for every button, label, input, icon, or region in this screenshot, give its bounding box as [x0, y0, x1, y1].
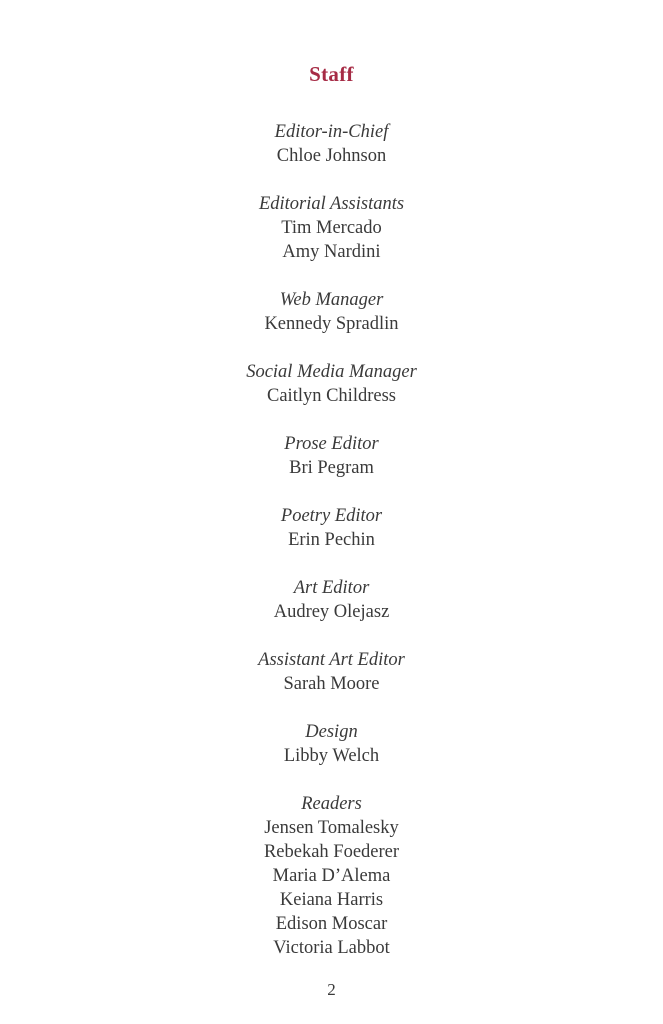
- page-title: Staff: [309, 62, 354, 86]
- role-heading: Readers: [301, 794, 362, 814]
- staff-section-assistant-art-editor: [0, 648, 663, 696]
- staff-section-social-media-manager: [0, 360, 663, 408]
- member-name: Victoria Labbot: [273, 938, 390, 958]
- member-name: Rebekah Foederer: [263, 842, 400, 862]
- member-name: Kennedy Spradlin: [264, 314, 399, 334]
- role-heading: Art Editor: [293, 578, 370, 598]
- member-name: Jensen Tomalesky: [264, 818, 399, 838]
- role-heading: Prose Editor: [284, 434, 379, 454]
- role-heading: Assistant Art Editor: [258, 650, 405, 670]
- member-name: Audrey Olejasz: [273, 602, 390, 622]
- member-name: Amy Nardini: [282, 242, 381, 262]
- role-heading: Poetry Editor: [280, 506, 383, 526]
- role-heading: Social Media Manager: [246, 362, 417, 382]
- member-name: Edison Moscar: [275, 914, 388, 934]
- member-name: Erin Pechin: [288, 530, 375, 550]
- staff-section-web-manager: [0, 288, 663, 336]
- role-heading: Editorial Assistants: [258, 194, 405, 214]
- member-name: Bri Pegram: [289, 458, 374, 478]
- role-heading: Editor-in-Chief: [274, 122, 389, 142]
- member-name: Maria D’Alema: [272, 866, 391, 886]
- staff-section-readers: [0, 792, 663, 960]
- staff-section-editor-in-chief: [0, 120, 663, 168]
- staff-section-art-editor: [0, 576, 663, 624]
- role-heading: Design: [305, 722, 358, 742]
- staff-section-editorial-assistants: [0, 192, 663, 264]
- member-name: Caitlyn Childress: [267, 386, 396, 406]
- page-number: 2: [327, 980, 336, 999]
- role-heading: Web Manager: [279, 290, 384, 310]
- staff-section-design: [0, 720, 663, 768]
- staff-section-poetry-editor: [0, 504, 663, 552]
- member-name: Chloe Johnson: [276, 146, 387, 166]
- member-name: Sarah Moore: [283, 674, 380, 694]
- staff-section-prose-editor: [0, 432, 663, 480]
- member-name: Libby Welch: [283, 746, 380, 766]
- member-name: Tim Mercado: [281, 218, 382, 238]
- member-name: Keiana Harris: [279, 890, 384, 910]
